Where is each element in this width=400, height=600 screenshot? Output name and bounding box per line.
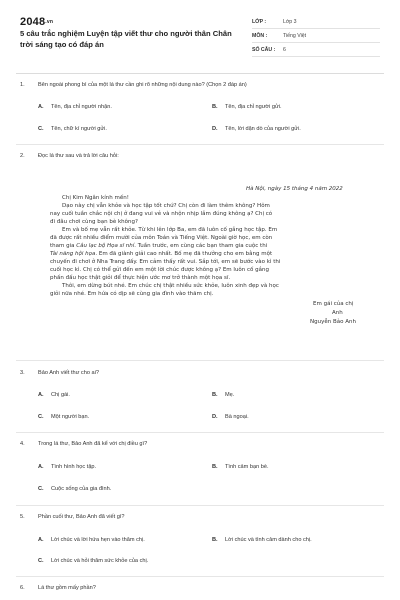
q1-option-d[interactable]: D. Tên, lời dặn dò của người gửi.	[212, 126, 301, 132]
page-title: 5 câu trắc nghiệm Luyện tập viết thư cho người thân Chân trời sáng tạo có đáp án	[20, 29, 232, 49]
q1-option-c[interactable]: C. Tên, chữ kí người gửi.	[38, 126, 107, 132]
q3-option-c[interactable]: C. Một người bạn.	[38, 414, 90, 420]
q3-option-a[interactable]: A. Chị gái.	[38, 392, 70, 398]
q4-option-a[interactable]: A. Tình hình học tập.	[38, 464, 97, 470]
site-logo[interactable]: 2048.vn	[20, 16, 54, 28]
letter-line: giỏi nữa nhé. Em hứa có dịp sẽ cùng gia đình vào thăm chị.	[50, 291, 214, 297]
letter-line: Tài năng hội họa. Em đã giành giải cao nhất. Bố mẹ đã thưởng cho em bằng một	[50, 251, 273, 257]
question-divider	[16, 505, 384, 506]
letter-line: tham gia Câu lạc bộ Họa sĩ nhí. Tuần trước, em cùng các bạn tham gia cuộc thi	[50, 243, 268, 249]
question-divider	[16, 144, 384, 145]
letter-line: đi đâu chơi cùng bạn bè không?	[50, 219, 138, 225]
letter-line: Thôi, em dừng bút nhé. Em chúc chị thật nhiều sức khỏe, luôn xinh đẹp và học	[62, 283, 279, 289]
q4-option-b[interactable]: B. Tình cảm bạn bè.	[212, 464, 269, 470]
question-divider	[16, 360, 384, 361]
q1-option-a[interactable]: A. Tên, địa chỉ người nhận.	[38, 104, 112, 110]
q5-option-a[interactable]: A. Lời chúc và lời hứa hẹn vào thăm chị.	[38, 537, 145, 543]
header-divider	[16, 73, 384, 74]
letter-line: Dạo này chị vẫn khỏe và học tập tốt chứ? Chị còn đi làm thêm không? Hôm	[62, 203, 270, 209]
meta-row-class: LỚP : Lớp 3	[252, 15, 380, 29]
q3-option-d[interactable]: D. Bà ngoại.	[212, 414, 249, 420]
q5-option-b[interactable]: B. Lời chúc và tình cảm dành cho chị.	[212, 537, 312, 543]
letter-signoff: Anh	[332, 310, 343, 316]
letter-place-date: Hà Nội, ngày 15 tháng 4 năm 2022	[246, 186, 343, 192]
q1-option-b[interactable]: B. Tên, địa chỉ người gửi.	[212, 104, 282, 110]
meta-row-count: SỐ CÂU : 6	[252, 43, 380, 57]
letter-signoff: Em gái của chị	[313, 301, 354, 307]
letter-line: chuyến đi chơi ở Nha Trang đấy. Em cảm thấy rất vui. Sắp tới, em sẽ bước vào kì thi	[50, 259, 281, 265]
q5-option-c[interactable]: C. Lời chúc và hỏi thăm sức khỏe của chị.	[38, 558, 149, 564]
letter-line: nay cuối tuần chắc nội chị ở đang vui vẻ và nhộn nhịp lắm đúng không ạ? Chị có	[50, 211, 273, 217]
meta-row-subject: MÔN : Tiếng Việt	[252, 29, 380, 43]
letter-line: cuối học kì. Chị có thể gửi đến em một lời chúc được không ạ? Em luôn cố gắng	[50, 267, 269, 273]
letter-line: Em và bố mẹ vẫn rất khỏe. Từ khi lên lớp Ba, em đã luôn cố gắng học tập. Em	[62, 227, 278, 233]
letter-signature: Nguyễn Bảo Anh	[310, 319, 356, 325]
letter-line: đã được rất nhiều điểm mười của môn Toán và Tiếng Việt. Ngoài giờ học, em còn	[50, 235, 273, 241]
q3-option-b[interactable]: B. Mẹ.	[212, 392, 235, 398]
question-divider	[16, 432, 384, 433]
quiz-meta	[252, 15, 380, 57]
letter-greeting: Chị Kim Ngân kính mến!	[62, 195, 129, 201]
question-divider	[16, 576, 384, 577]
letter-line: phấn đấu học thật giỏi để thực hiện ước mơ trở thành một họa sĩ.	[50, 275, 231, 281]
quiz-page: 2048.vn 5 câu trắc nghiệm Luyện tập viết thư cho người thân Chân trời sáng tạo có đáp án LỚP : Lớp 3 MÔN : Tiếng Việt SỐ CÂU : 6 1. Bên ngoài phong bì của một lá thư cần ghi rõ những nội dung nào? (Chọn 2 đáp án) A. Tên, địa chỉ người nhận. B. Tên, địa chỉ người gửi. C. Tên, chữ kí người gửi. D. Tên, lời dặn dò của người gửi. 2. Đọc lá thư sau và trả lời câu hỏi: Hà Nội, ngày 15 tháng 4 năm 2022 Chị Kim Ngân kính mến! Dạo này chị vẫn khỏe và học tập tốt chứ? Chị còn đi làm thêm không? Hôm nay cuối tuần chắc nội chị ở đang vui vẻ và nhộn nhịp lắm đúng không ạ? Chị có đi đâu chơi cùng bạn bè không? Em và bố mẹ vẫn rất khỏe. Từ khi lên lớp Ba, em đã luôn cố gắng học tập. Em đã được rất nhiều điểm mười của môn Toán và Tiếng Việt. Ngoài giờ học, em còn tham gia Câu lạc bộ Họa sĩ nhí. Tuần trước, em cùng các bạn tham gia cuộc thi Tài năng hội họa. Em đã giành giải cao nhất. Bố mẹ đã thưởng cho em bằng một chuyến đi chơi ở Nha Trang đấy. Em cảm thấy rất vui. Sắp tới, em sẽ bước vào kì thi cuối học kì. Chị có thể gửi đến em một lời chúc được không ạ? Em luôn cố gắng phấn đấu học thật giỏi để thực hiện ước mơ trở thành một họa sĩ. Thôi, em dừng bút nhé. Em chúc chị thật nhiều sức khỏe, luôn xinh đẹp và học giỏi nữa nhé. Em hứa có dịp sẽ cùng gia đình vào thăm chị. Em gái của chị Anh Nguyễn Bảo Anh 3. Bảo Anh viết thư cho ai? A. Chị gái. B. Mẹ. C. Một người bạn. D. Bà ngoại. 4. Trong lá thư, Bảo Anh đã kể với chị điều gì? A. Tình hình học tập. B. Tình cảm bạn bè. C. Cuộc sống của gia đình. 5. Phần cuối thư, Bảo Anh đã viết gì? A. Lời chúc và lời hứa hẹn vào thăm chị. B. Lời chúc và tình cảm dành cho chị. C. Lời chúc và hỏi thăm sức khỏe của chị. 6. Lá thư gồm mấy phần?	[0, 0, 400, 600]
q4-option-c[interactable]: C. Cuộc sống của gia đình.	[38, 486, 112, 492]
